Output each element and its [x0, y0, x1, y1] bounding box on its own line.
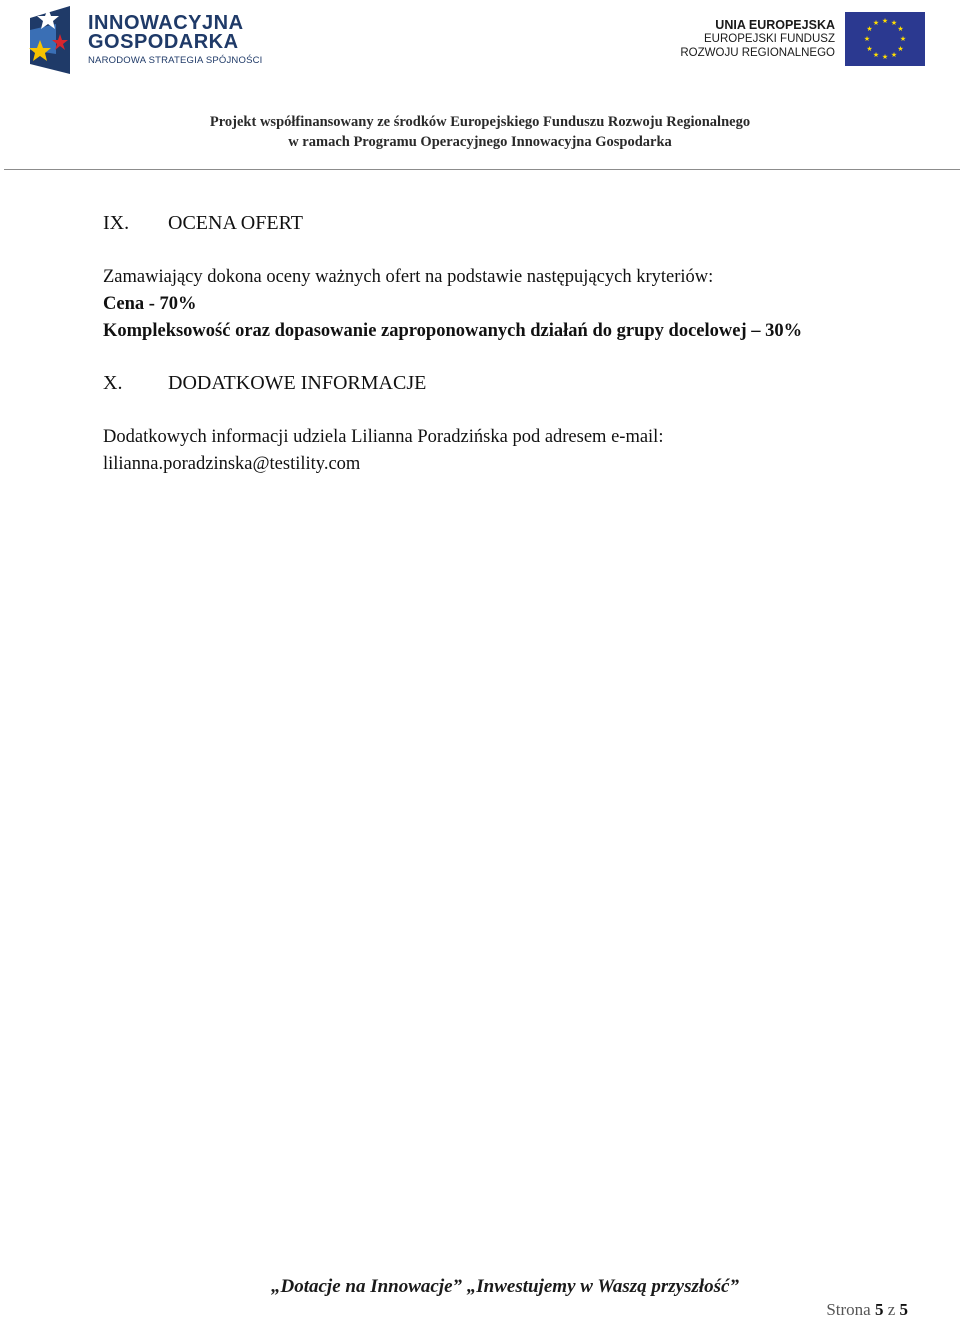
logo-title-line1: INNOWACYJNA	[88, 12, 244, 34]
svg-text:★: ★	[872, 19, 880, 27]
svg-text:★: ★	[863, 35, 871, 43]
project-info	[0, 112, 960, 152]
page-current: 5	[874, 1300, 884, 1319]
svg-text:★: ★	[897, 25, 904, 33]
page-prefix: Strona	[826, 1300, 871, 1319]
criterion-complexity: Kompleksowość oraz dopasowanie zaproponowanych działań do grupy docelowej – 30%	[103, 321, 803, 341]
contact-email[interactable]: lilianna.poradzinska@testility.com	[103, 454, 361, 474]
page-separator: z	[887, 1300, 896, 1319]
section-heading-dodatkowe-informacje	[103, 372, 426, 395]
section10-body	[103, 424, 663, 478]
page-number	[826, 1300, 908, 1320]
stars-emblem-icon	[26, 4, 86, 76]
svg-text:★: ★	[866, 45, 873, 53]
section-number: IX.	[103, 212, 130, 234]
svg-text:★: ★	[881, 17, 889, 25]
eu-logo-line3: ROZWOJU REGIONALNEGO	[680, 47, 835, 59]
innowacyjna-gospodarka-logo	[26, 4, 266, 76]
section9-body	[103, 264, 802, 345]
eu-flag-icon	[845, 12, 925, 66]
svg-text:★: ★	[899, 35, 907, 43]
svg-text:★: ★	[872, 51, 880, 59]
eu-logo-line2: EUROPEJSKI FUNDUSZ	[704, 33, 835, 45]
criterion-price: Cena - 70%	[103, 294, 197, 314]
header-divider	[4, 169, 960, 170]
project-line2: w ramach Programu Operacyjnego Innowacyjna Gospodarka	[288, 134, 672, 150]
svg-text:★: ★	[866, 25, 873, 33]
eu-logo	[625, 12, 925, 66]
footer-slogan: „Dotacje na Innowacje” „Inwestujemy w Waszą przyszłość”	[270, 1276, 739, 1297]
contact-info: Dodatkowych informacji udziela Lilianna Poradzińska pod adresem e-mail:	[103, 427, 664, 447]
section-title: OCENA OFERT	[168, 212, 303, 234]
eu-logo-line1: UNIA EUROPEJSKA	[715, 18, 835, 32]
svg-text:★: ★	[897, 45, 904, 53]
section-title: DODATKOWE INFORMACJE	[168, 372, 427, 394]
svg-text:★: ★	[881, 53, 889, 61]
svg-text:★: ★	[890, 19, 898, 27]
logo-title-line2: GOSPODARKA	[88, 31, 239, 53]
section-number: X.	[103, 372, 123, 394]
section-heading-ocena-ofert	[103, 212, 303, 235]
project-line1: Projekt współfinansowany ze środków Europejskiego Funduszu Rozwoju Regionalnego	[209, 114, 751, 130]
svg-text:★: ★	[890, 51, 898, 59]
criteria-intro: Zamawiający dokona oceny ważnych ofert na podstawie następujących kryteriów:	[103, 267, 714, 287]
logo-subtitle: NARODOWA STRATEGIA SPÓJNOŚCI	[88, 55, 263, 66]
page-total: 5	[899, 1300, 908, 1319]
